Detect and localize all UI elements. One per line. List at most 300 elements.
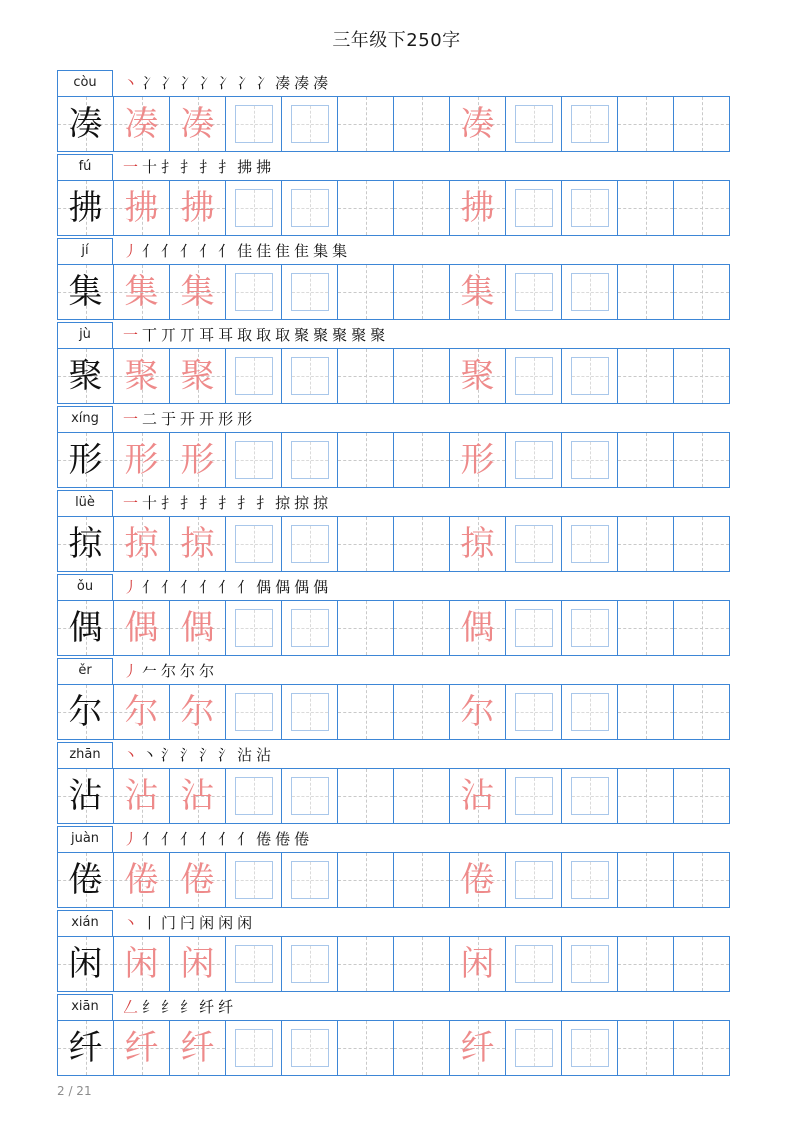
stroke-step: 闲	[199, 914, 218, 932]
stroke-step: 偶	[294, 578, 313, 596]
stroke-order	[123, 577, 332, 597]
boxed-practice-cell[interactable]	[561, 517, 617, 571]
trace-character: 倦	[124, 860, 159, 900]
inner-guide-box	[291, 777, 329, 815]
stroke-step: 闩	[180, 914, 199, 932]
stroke-order	[123, 493, 332, 513]
writing-grid-row	[57, 768, 730, 824]
boxed-practice-cell[interactable]	[505, 181, 561, 235]
stroke-step: 丿	[123, 578, 142, 596]
stroke-step: 十	[142, 494, 161, 512]
trace-cell[interactable]	[113, 433, 169, 487]
inner-guide-box	[571, 189, 609, 227]
writing-grid-row	[57, 600, 730, 656]
trace-cell[interactable]	[113, 853, 169, 907]
trace-cell[interactable]	[449, 853, 505, 907]
trace-cell[interactable]	[113, 937, 169, 991]
stroke-step: 凑	[275, 74, 294, 92]
practice-cell[interactable]	[673, 349, 729, 403]
practice-cell[interactable]	[673, 181, 729, 235]
stroke-step: 冫	[142, 74, 161, 92]
writing-grid-row	[57, 180, 730, 236]
stroke-step: 亻	[218, 830, 237, 848]
trace-cell[interactable]	[449, 349, 505, 403]
character-entry	[57, 574, 730, 658]
practice-cell[interactable]	[673, 1021, 729, 1075]
trace-cell[interactable]	[449, 769, 505, 823]
stroke-step: 耳	[218, 326, 237, 344]
trace-character: 偶	[180, 608, 215, 648]
boxed-practice-cell[interactable]	[281, 97, 337, 151]
model-cell[interactable]	[58, 97, 113, 151]
boxed-practice-cell[interactable]	[225, 601, 281, 655]
pinyin-row	[57, 994, 730, 1020]
practice-cell[interactable]	[393, 517, 449, 571]
trace-cell[interactable]	[169, 97, 225, 151]
stroke-step: 扌	[237, 494, 256, 512]
practice-cell[interactable]	[337, 433, 393, 487]
inner-guide-box	[515, 357, 553, 395]
practice-cell[interactable]	[673, 937, 729, 991]
stroke-order	[123, 661, 218, 681]
trace-cell[interactable]	[449, 1021, 505, 1075]
practice-cell[interactable]	[617, 685, 673, 739]
practice-cell[interactable]	[393, 181, 449, 235]
stroke-step: 尔	[161, 662, 180, 680]
boxed-practice-cell[interactable]	[561, 265, 617, 319]
stroke-step: 亻	[180, 578, 199, 596]
stroke-step: 一	[123, 326, 142, 344]
character-entry	[57, 910, 730, 994]
pinyin-row	[57, 406, 730, 432]
stroke-step: 扌	[199, 494, 218, 512]
model-character: 尔	[68, 692, 103, 732]
stroke-step: 倦	[275, 830, 294, 848]
trace-cell[interactable]	[169, 685, 225, 739]
practice-cell[interactable]	[673, 433, 729, 487]
boxed-practice-cell[interactable]	[281, 181, 337, 235]
trace-cell[interactable]	[113, 769, 169, 823]
practice-cell[interactable]	[673, 853, 729, 907]
boxed-practice-cell[interactable]	[561, 685, 617, 739]
trace-cell[interactable]	[449, 937, 505, 991]
stroke-step: 一	[123, 158, 142, 176]
boxed-practice-cell[interactable]	[561, 937, 617, 991]
boxed-practice-cell[interactable]	[225, 1021, 281, 1075]
pinyin-row	[57, 826, 730, 852]
practice-cell[interactable]	[393, 853, 449, 907]
boxed-practice-cell[interactable]	[505, 601, 561, 655]
stroke-step: 亻	[161, 242, 180, 260]
stroke-step: 佳	[237, 242, 256, 260]
practice-cell[interactable]	[393, 937, 449, 991]
boxed-practice-cell[interactable]	[561, 433, 617, 487]
stroke-step: 聚	[351, 326, 370, 344]
stroke-step: 冫	[199, 74, 218, 92]
boxed-practice-cell[interactable]	[281, 1021, 337, 1075]
inner-guide-box	[291, 525, 329, 563]
stroke-step: 门	[161, 914, 180, 932]
inner-guide-box	[235, 609, 273, 647]
trace-cell[interactable]	[449, 685, 505, 739]
inner-guide-box	[291, 1029, 329, 1067]
inner-guide-box	[291, 609, 329, 647]
boxed-practice-cell[interactable]	[505, 1021, 561, 1075]
practice-cell[interactable]	[617, 517, 673, 571]
boxed-practice-cell[interactable]	[281, 349, 337, 403]
inner-guide-box	[571, 273, 609, 311]
pinyin-label: còu	[57, 70, 113, 96]
model-character: 偶	[68, 608, 103, 648]
trace-character: 掠	[460, 524, 495, 564]
practice-cell[interactable]	[617, 97, 673, 151]
practice-cell[interactable]	[337, 97, 393, 151]
stroke-step: 掠	[275, 494, 294, 512]
trace-cell[interactable]	[449, 433, 505, 487]
trace-cell[interactable]	[169, 349, 225, 403]
practice-cell[interactable]	[337, 685, 393, 739]
stroke-step: 形	[237, 410, 256, 428]
stroke-step: 𠃋	[123, 998, 142, 1016]
boxed-practice-cell[interactable]	[225, 349, 281, 403]
practice-cell[interactable]	[617, 265, 673, 319]
trace-character: 集	[124, 272, 159, 312]
stroke-step: 集	[313, 242, 332, 260]
boxed-practice-cell[interactable]	[505, 97, 561, 151]
pinyin-label: ěr	[57, 658, 113, 684]
practice-cell[interactable]	[393, 601, 449, 655]
trace-character: 倦	[180, 860, 215, 900]
boxed-practice-cell[interactable]	[281, 265, 337, 319]
practice-cell[interactable]	[337, 853, 393, 907]
inner-guide-box	[515, 441, 553, 479]
trace-character: 纤	[180, 1028, 215, 1068]
trace-character: 形	[460, 440, 495, 480]
stroke-step: 偶	[275, 578, 294, 596]
inner-guide-box	[515, 189, 553, 227]
boxed-practice-cell[interactable]	[561, 769, 617, 823]
trace-cell[interactable]	[169, 433, 225, 487]
boxed-practice-cell[interactable]	[561, 601, 617, 655]
practice-sheet	[57, 70, 730, 1078]
stroke-step: 集	[332, 242, 351, 260]
stroke-step: 冫	[237, 74, 256, 92]
stroke-step: 冫	[256, 74, 275, 92]
practice-cell[interactable]	[617, 181, 673, 235]
stroke-step: 二	[142, 410, 161, 428]
trace-cell[interactable]	[169, 1021, 225, 1075]
inner-guide-box	[235, 273, 273, 311]
practice-cell[interactable]	[617, 433, 673, 487]
trace-cell[interactable]	[113, 1021, 169, 1075]
stroke-step: 形	[218, 410, 237, 428]
stroke-step: 亻	[237, 578, 256, 596]
stroke-step: 偶	[313, 578, 332, 596]
stroke-step: 凑	[313, 74, 332, 92]
inner-guide-box	[291, 105, 329, 143]
stroke-step: 丶	[123, 914, 142, 932]
trace-cell[interactable]	[169, 937, 225, 991]
practice-cell[interactable]	[673, 97, 729, 151]
practice-cell[interactable]	[673, 265, 729, 319]
boxed-practice-cell[interactable]	[225, 517, 281, 571]
character-entry	[57, 658, 730, 742]
stroke-step: 于	[161, 410, 180, 428]
trace-cell[interactable]	[113, 265, 169, 319]
practice-cell[interactable]	[337, 1021, 393, 1075]
boxed-practice-cell[interactable]	[281, 769, 337, 823]
trace-cell[interactable]	[113, 601, 169, 655]
trace-character: 聚	[180, 356, 215, 396]
stroke-step: 亻	[218, 578, 237, 596]
stroke-step: 亻	[199, 242, 218, 260]
stroke-step: 一	[123, 410, 142, 428]
trace-character: 集	[460, 272, 495, 312]
boxed-practice-cell[interactable]	[505, 937, 561, 991]
trace-character: 凑	[180, 104, 215, 144]
model-cell[interactable]	[58, 601, 113, 655]
inner-guide-box	[515, 777, 553, 815]
trace-cell[interactable]	[169, 517, 225, 571]
stroke-step: 闲	[237, 914, 256, 932]
trace-character: 偶	[460, 608, 495, 648]
trace-character: 闲	[460, 944, 495, 984]
practice-cell[interactable]	[617, 1021, 673, 1075]
practice-cell[interactable]	[393, 97, 449, 151]
boxed-practice-cell[interactable]	[281, 601, 337, 655]
model-cell[interactable]	[58, 1021, 113, 1075]
boxed-practice-cell[interactable]	[505, 433, 561, 487]
boxed-practice-cell[interactable]	[505, 265, 561, 319]
stroke-step: 扌	[161, 158, 180, 176]
practice-cell[interactable]	[673, 601, 729, 655]
stroke-step: 冫	[161, 74, 180, 92]
character-entry	[57, 742, 730, 826]
trace-character: 闲	[180, 944, 215, 984]
pinyin-row	[57, 742, 730, 768]
pinyin-label: jí	[57, 238, 113, 264]
inner-guide-box	[571, 357, 609, 395]
practice-cell[interactable]	[337, 517, 393, 571]
boxed-practice-cell[interactable]	[225, 769, 281, 823]
practice-cell[interactable]	[617, 853, 673, 907]
character-entry	[57, 490, 730, 574]
practice-cell[interactable]	[393, 685, 449, 739]
stroke-step: 亻	[199, 830, 218, 848]
trace-cell[interactable]	[113, 685, 169, 739]
trace-cell[interactable]	[113, 97, 169, 151]
boxed-practice-cell[interactable]	[505, 517, 561, 571]
trace-cell[interactable]	[113, 517, 169, 571]
practice-cell[interactable]	[673, 685, 729, 739]
trace-character: 形	[124, 440, 159, 480]
trace-cell[interactable]	[169, 265, 225, 319]
pinyin-label: jù	[57, 322, 113, 348]
stroke-step: 丌	[161, 326, 180, 344]
stroke-order	[123, 325, 389, 345]
trace-cell[interactable]	[449, 97, 505, 151]
boxed-practice-cell[interactable]	[561, 181, 617, 235]
practice-cell[interactable]	[393, 433, 449, 487]
boxed-practice-cell[interactable]	[281, 517, 337, 571]
trace-cell[interactable]	[449, 265, 505, 319]
boxed-practice-cell[interactable]	[225, 937, 281, 991]
model-cell[interactable]	[58, 517, 113, 571]
stroke-step: 取	[237, 326, 256, 344]
inner-guide-box	[571, 105, 609, 143]
model-cell[interactable]	[58, 181, 113, 235]
trace-cell[interactable]	[449, 517, 505, 571]
practice-cell[interactable]	[617, 349, 673, 403]
stroke-step: 𠂉	[142, 662, 161, 680]
pinyin-row	[57, 574, 730, 600]
trace-cell[interactable]	[169, 181, 225, 235]
boxed-practice-cell[interactable]	[225, 433, 281, 487]
practice-cell[interactable]	[617, 601, 673, 655]
boxed-practice-cell[interactable]	[505, 349, 561, 403]
trace-character: 聚	[460, 356, 495, 396]
practice-cell[interactable]	[337, 937, 393, 991]
stroke-step: 纟	[142, 998, 161, 1016]
stroke-step: 扌	[180, 494, 199, 512]
pinyin-label: zhān	[57, 742, 113, 768]
boxed-practice-cell[interactable]	[561, 853, 617, 907]
pinyin-row	[57, 490, 730, 516]
inner-guide-box	[235, 945, 273, 983]
stroke-step: 亻	[237, 830, 256, 848]
practice-cell[interactable]	[617, 937, 673, 991]
practice-cell[interactable]	[337, 265, 393, 319]
boxed-practice-cell[interactable]	[225, 181, 281, 235]
pinyin-label: xíng	[57, 406, 113, 432]
model-cell[interactable]	[58, 769, 113, 823]
model-character: 纤	[68, 1028, 103, 1068]
boxed-practice-cell[interactable]	[225, 853, 281, 907]
boxed-practice-cell[interactable]	[561, 97, 617, 151]
boxed-practice-cell[interactable]	[281, 685, 337, 739]
page-title: 三年级下250字	[332, 30, 461, 51]
writing-grid-row	[57, 936, 730, 992]
inner-guide-box	[291, 189, 329, 227]
writing-grid-row	[57, 1020, 730, 1076]
trace-cell[interactable]	[113, 349, 169, 403]
pinyin-label: xián	[57, 910, 113, 936]
inner-guide-box	[515, 525, 553, 563]
trace-cell[interactable]	[449, 601, 505, 655]
model-cell[interactable]	[58, 853, 113, 907]
trace-cell[interactable]	[449, 181, 505, 235]
boxed-practice-cell[interactable]	[561, 349, 617, 403]
stroke-step: 氵	[161, 746, 180, 764]
page-number: 2 / 21	[57, 1084, 92, 1098]
practice-cell[interactable]	[393, 769, 449, 823]
stroke-order	[123, 913, 256, 933]
stroke-step: 纟	[161, 998, 180, 1016]
inner-guide-box	[235, 357, 273, 395]
pinyin-label: lüè	[57, 490, 113, 516]
stroke-step: 亻	[142, 578, 161, 596]
inner-guide-box	[571, 1029, 609, 1067]
inner-guide-box	[571, 861, 609, 899]
character-entry	[57, 994, 730, 1078]
model-cell[interactable]	[58, 349, 113, 403]
boxed-practice-cell[interactable]	[225, 685, 281, 739]
character-entry	[57, 322, 730, 406]
stroke-step: 佳	[256, 242, 275, 260]
boxed-practice-cell[interactable]	[281, 937, 337, 991]
stroke-step: 拂	[237, 158, 256, 176]
writing-grid-row	[57, 516, 730, 572]
model-cell[interactable]	[58, 433, 113, 487]
practice-cell[interactable]	[337, 769, 393, 823]
stroke-step: 聚	[294, 326, 313, 344]
boxed-practice-cell[interactable]	[505, 685, 561, 739]
practice-cell[interactable]	[337, 601, 393, 655]
inner-guide-box	[235, 441, 273, 479]
trace-cell[interactable]	[113, 181, 169, 235]
stroke-step: 聚	[332, 326, 351, 344]
boxed-practice-cell[interactable]	[225, 97, 281, 151]
stroke-step: 扌	[256, 494, 275, 512]
stroke-step: 扌	[199, 158, 218, 176]
stroke-step: 纟	[180, 998, 199, 1016]
pinyin-row	[57, 238, 730, 264]
practice-cell[interactable]	[393, 349, 449, 403]
character-entry	[57, 154, 730, 238]
trace-character: 倦	[460, 860, 495, 900]
inner-guide-box	[235, 105, 273, 143]
stroke-step: 凑	[294, 74, 313, 92]
inner-guide-box	[235, 525, 273, 563]
model-cell[interactable]	[58, 265, 113, 319]
boxed-practice-cell[interactable]	[505, 769, 561, 823]
stroke-step: 亻	[218, 242, 237, 260]
stroke-step: 取	[256, 326, 275, 344]
boxed-practice-cell[interactable]	[281, 853, 337, 907]
boxed-practice-cell[interactable]	[281, 433, 337, 487]
model-character: 聚	[68, 356, 103, 396]
stroke-step: 扌	[218, 158, 237, 176]
boxed-practice-cell[interactable]	[225, 265, 281, 319]
writing-grid-row	[57, 264, 730, 320]
model-character: 凑	[68, 104, 103, 144]
boxed-practice-cell[interactable]	[505, 853, 561, 907]
practice-cell[interactable]	[673, 517, 729, 571]
trace-cell[interactable]	[169, 769, 225, 823]
boxed-practice-cell[interactable]	[561, 1021, 617, 1075]
stroke-step: 掠	[294, 494, 313, 512]
model-cell[interactable]	[58, 937, 113, 991]
trace-character: 凑	[460, 104, 495, 144]
trace-cell[interactable]	[169, 853, 225, 907]
model-cell[interactable]	[58, 685, 113, 739]
model-character: 倦	[68, 860, 103, 900]
stroke-step: 耳	[199, 326, 218, 344]
inner-guide-box	[291, 273, 329, 311]
practice-cell[interactable]	[673, 769, 729, 823]
trace-character: 沾	[180, 776, 215, 816]
inner-guide-box	[235, 189, 273, 227]
trace-character: 凑	[124, 104, 159, 144]
trace-cell[interactable]	[169, 601, 225, 655]
practice-cell[interactable]	[617, 769, 673, 823]
practice-cell[interactable]	[393, 1021, 449, 1075]
practice-cell[interactable]	[337, 181, 393, 235]
practice-cell[interactable]	[337, 349, 393, 403]
practice-cell[interactable]	[393, 265, 449, 319]
stroke-order	[123, 409, 256, 429]
inner-guide-box	[515, 945, 553, 983]
